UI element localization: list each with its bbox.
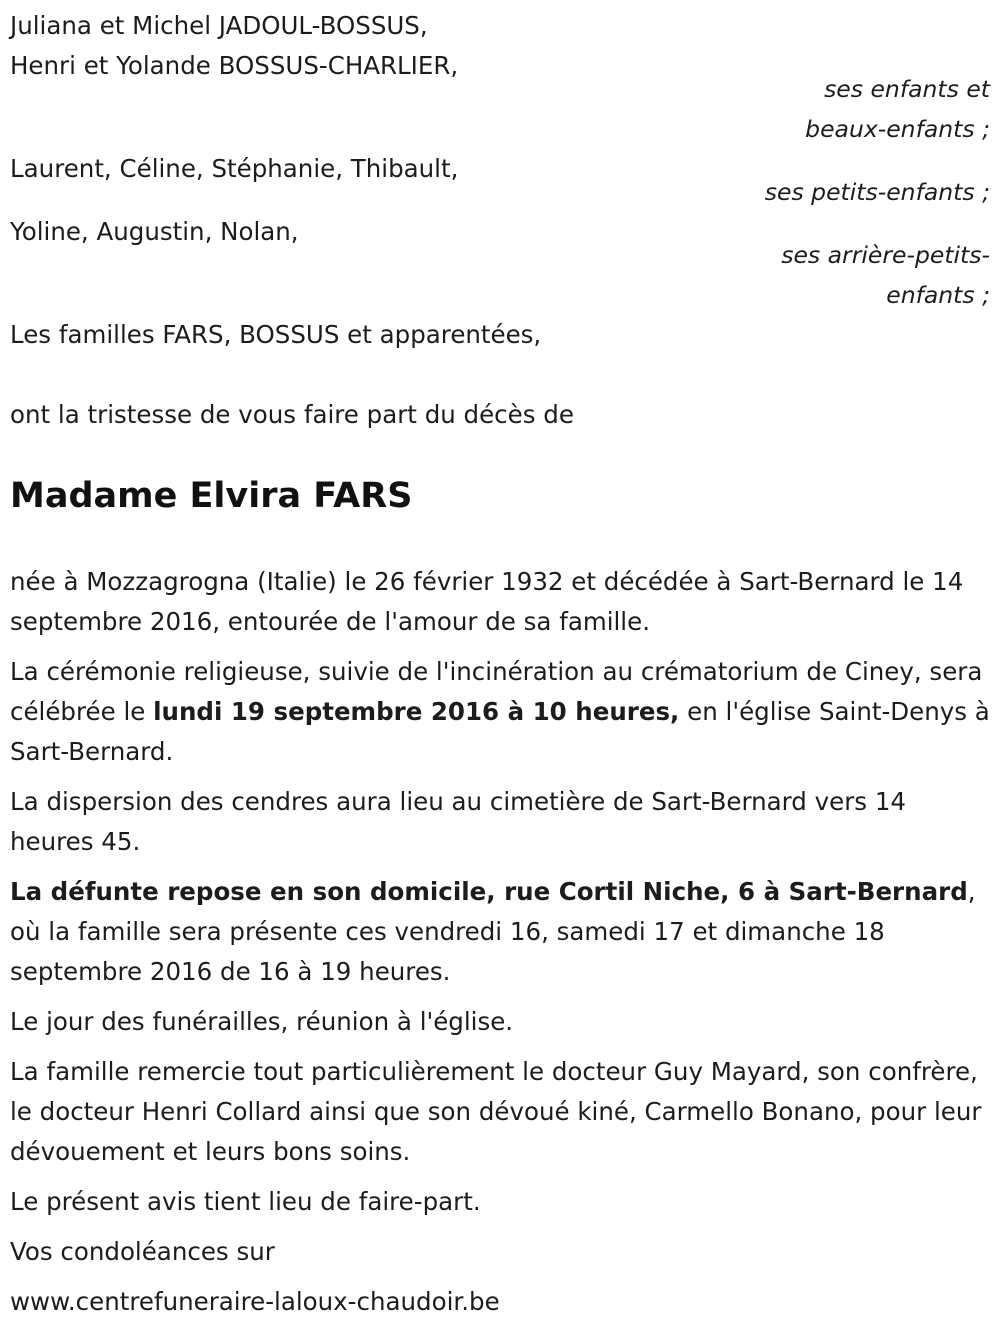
relation-children-1: ses enfants et — [824, 75, 990, 103]
relation-great-grandchildren-1: ses arrière-petits- — [781, 241, 990, 269]
relation-grandchildren: ses petits-enfants ; — [764, 178, 990, 206]
funeral-day-paragraph: Le jour des funérailles, réunion à l'église. — [10, 1007, 514, 1036]
obituary-body — [10, 562, 995, 1332]
birth-paragraph: née à Mozzagrogna (Italie) le 26 février 1932 et décédée à Sart-Bernard le 14 septembre 2016, entourée de l'amour de sa famille. — [10, 567, 964, 636]
relation-children-2: beaux-enfants ; — [805, 115, 990, 143]
deceased-name: Madame Elvira FARS — [10, 476, 413, 516]
family-line-families: Les familles FARS, BOSSUS et apparentées, — [10, 320, 542, 349]
repose-paragraph — [10, 872, 995, 992]
repose-location: La défunte repose en son domicile, rue Cortil Niche, 6 à Sart-Bernard — [10, 877, 968, 906]
notice-paragraph: Le présent avis tient lieu de faire-part. — [10, 1187, 481, 1216]
condolences-paragraph: Vos condoléances sur — [10, 1237, 275, 1266]
family-line-great-grandchildren: Yoline, Augustin, Nolan, — [10, 217, 299, 246]
announcement: ont la tristesse de vous faire part du décès de — [10, 400, 574, 429]
website-link[interactable]: www.centrefuneraire-laloux-chaudoir.be — [10, 1287, 500, 1316]
ceremony-place: en l'église Saint-Denys à Sart-Bernard. — [10, 697, 990, 766]
ceremony-date: lundi 19 septembre 2016 à 10 heures, — [153, 697, 680, 726]
dispersion-paragraph: La dispersion des cendres aura lieu au cimetière de Sart-Bernard vers 14 heures 45. — [10, 787, 906, 856]
family-line-grandchildren: Laurent, Céline, Stéphanie, Thibault, — [10, 154, 459, 183]
ceremony-text: La cérémonie religieuse, suivie de l'incinération au crématorium de Ciney, sera célébrée le — [10, 657, 983, 726]
family-line-children-1: Juliana et Michel JADOUL-BOSSUS, — [10, 11, 428, 40]
repose-visiting-hours: , où la famille sera présente ces vendredi 16, samedi 17 et dimanche 18 septembre 2016 de 16 à 19 heures. — [10, 877, 976, 986]
thanks-paragraph: La famille remercie tout particulièrement le docteur Guy Mayard, son confrère, le docteur Henri Collard ainsi que son dévoué kiné, Carmello Bonano, pour leur dévouement et leurs bons soins. — [10, 1057, 982, 1166]
relation-great-grandchildren-2: enfants ; — [886, 281, 990, 309]
family-line-children-2: Henri et Yolande BOSSUS-CHARLIER, — [10, 51, 459, 80]
ceremony-paragraph — [10, 652, 995, 772]
